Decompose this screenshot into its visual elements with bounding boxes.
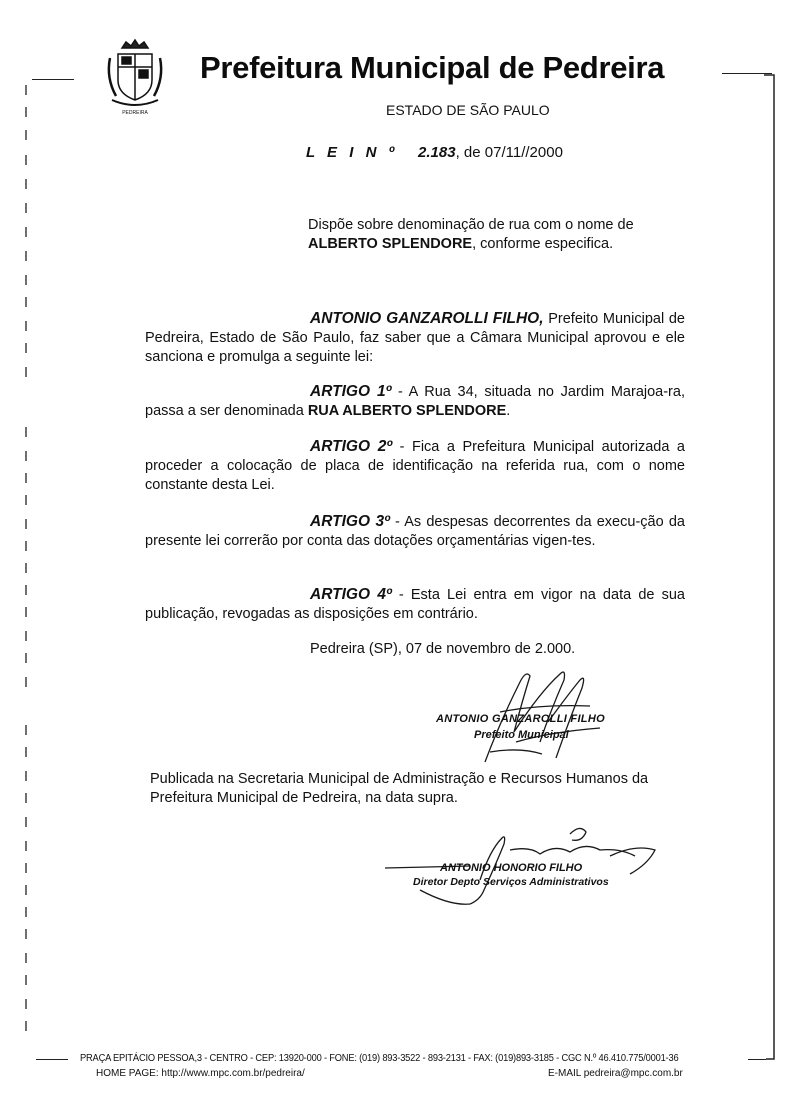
ementa-line2: , conforme especifica.	[472, 236, 614, 252]
article-2	[145, 437, 685, 495]
law-number: 2.183	[418, 144, 456, 161]
footer-address: PRAÇA EPITÁCIO PESSOA,3 - CENTRO - CEP: 13920-000 - FONE: (019) 893-3522 - 893-2131 - FAX: (019)893-3185 - CGC N.º 46.410.775/0001-36	[80, 1053, 679, 1064]
director-signature-role: Diretor Depto Serviços Administrativos	[413, 876, 609, 888]
footer-rule-right	[748, 1059, 766, 1060]
director-signature-name: ANTONIO HONORIO FILHO	[440, 862, 583, 874]
article-1-street-name: RUA ALBERTO SPLENDORE	[307, 403, 507, 419]
article-2-text: - Fica a Prefeitura Municipal autorizada a proceder a colocação de placa de identificação na referida rua, com o nome constante desta Lei.	[145, 439, 685, 493]
place-date: Pedreira (SP), 07 de novembro de 2.000.	[310, 641, 576, 657]
article-1	[145, 382, 685, 421]
ementa-line1: Dispõe sobre denominação de rua com o nome de	[308, 217, 634, 233]
mayor-name: ANTONIO GANZAROLLI FILHO,	[310, 310, 544, 327]
article-4-text: - Esta Lei entra em vigor na data de sua publicação, revogadas as disposições em contrário.	[145, 587, 685, 622]
seal-text: PEDREIRA	[122, 110, 148, 116]
page-title: Prefeitura Municipal de Pedreira	[200, 50, 665, 85]
ementa-name: ALBERTO SPLENDORE	[308, 236, 473, 252]
article-1-end: .	[506, 403, 511, 419]
law-date: , de 07/11//2000	[455, 144, 563, 161]
preamble-paragraph	[145, 309, 685, 367]
article-1-text: - A Rua 34, situada no Jardim Marajoa-ra, passa a ser denominada	[145, 384, 685, 419]
article-1-label: ARTIGO 1º	[310, 383, 392, 400]
article-2-label: ARTIGO 2º	[310, 438, 393, 455]
municipal-seal-icon	[104, 38, 166, 116]
law-label: L E I N º	[306, 144, 399, 161]
margin-marks	[22, 85, 32, 1045]
article-4	[145, 585, 685, 624]
right-border-line	[764, 74, 780, 1064]
header-rule-left	[32, 79, 74, 80]
mayor-signature-name: ANTONIO GANZAROLLI FILHO	[436, 713, 605, 725]
article-3-text: - As despesas decorrentes da execu-ção da presente lei correrão por conta das dotações orçamentárias vigen-tes.	[145, 514, 685, 549]
law-number-line	[306, 144, 563, 161]
article-3-label: ARTIGO 3º	[310, 513, 390, 530]
preamble-text: Prefeito Municipal de Pedreira, Estado de São Paulo, faz saber que a Câmara Municipal aprovou e ele sanciona e promulga a seguinte lei:	[145, 311, 685, 365]
footer-homepage: HOME PAGE: http://www.mpc.com.br/pedreira/	[96, 1068, 305, 1079]
footer-rule-left	[36, 1059, 68, 1060]
footer-email: E-MAIL pedreira@mpc.com.br	[548, 1068, 683, 1079]
ementa	[308, 216, 668, 254]
publication-note: Publicada na Secretaria Municipal de Administração e Recursos Humanos da Prefeitura Municipal de Pedreira, na data supra.	[150, 771, 649, 806]
estado-subtitle: ESTADO DE SÃO PAULO	[386, 102, 550, 118]
header-rule-right	[722, 73, 772, 74]
article-3	[145, 512, 685, 551]
mayor-signature-role: Prefeito Municipal	[474, 729, 569, 741]
article-4-label: ARTIGO 4º	[310, 586, 392, 603]
